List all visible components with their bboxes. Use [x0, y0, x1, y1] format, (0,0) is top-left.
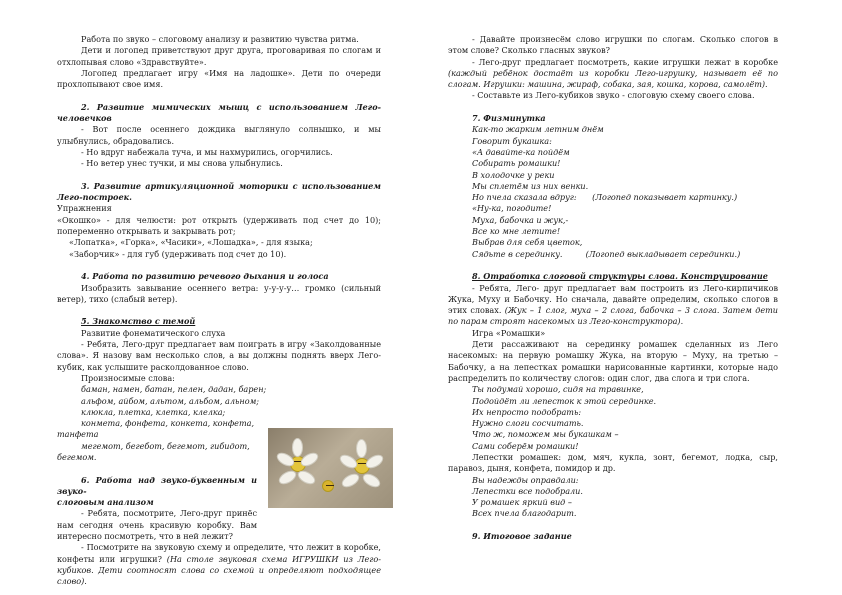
section-heading-4: 4. Работа по развитию речевого дыхания и голоса [81, 271, 329, 282]
petal-shape [356, 439, 367, 458]
poem-note: (Логопед показывает картинку.) [592, 192, 738, 203]
game-title: Игра «Ромашки» [472, 327, 546, 338]
poem-note: (Логопед выкладывает серединки.) [585, 248, 741, 259]
poem-line: Муха, бабочка и жук,- [472, 214, 569, 225]
paragraph: - Ребята, Лего-друг предлагает вам поиграть в игру «Заколдованные слова». Я назову вам несколько слов, а вы должны поднять вверх Лего-кубик, как услышите расколдованное слово. [57, 339, 381, 372]
paragraph-text: - Посмотрите на звуковую схему и определите, что лежит в коробке, конфеты или игрушки? [57, 542, 381, 564]
paragraph: Логопед предлагает игру «Имя на ладошке». Дети по очереди прохлопывают свое имя. [57, 67, 381, 90]
poem-line [448, 249, 778, 260]
petal-shape [361, 471, 383, 490]
section-heading-6: 6. Работа над звуко-буквенным и звуко- [57, 474, 257, 496]
exercise-item: «Окошко» - для челюсти: рот открыть (удерживать под счет до 10); попеременно открывать и закрывать рот; [57, 214, 381, 237]
poem-line: У ромашек яркий вид – [472, 497, 572, 508]
poem-line: Подойдёт ли лепесток к этой серединке. [472, 395, 657, 406]
paragraph [448, 57, 778, 91]
poem-line: Нужно слоги сосчитать. [472, 418, 584, 429]
section-intro-title: Работа по звуко – слоговому анализу и развитию чувства ритма. [81, 34, 359, 44]
poem-line: Мы сплетём из них венки. [472, 180, 589, 191]
poem-line: Лепестки все подобрали. [472, 485, 583, 496]
lego-brick-icon [322, 480, 334, 492]
paragraph-note: (каждый ребёнок достаёт из коробки Лего-игрушку, называет её по слогам. Игрушки: машина, жираф, собака, зая, кошка, корова, самолёт). [448, 67, 778, 90]
poem-text: Сядьте в серединку. [472, 248, 563, 259]
poem-line: Что ж, поможем мы букашкам – [472, 429, 619, 440]
exercise-item: «Лопатка», «Горка», «Часики», «Лошадка», - для языка; [69, 237, 313, 248]
poem-line: Все ко мне летите! [472, 226, 561, 237]
poem-line: Сами соберём ромашки! [472, 440, 579, 451]
paragraph [57, 542, 381, 587]
paragraph: - Но вдруг набежала туча, и мы нахмурились, огорчились. [81, 146, 333, 157]
paragraph [448, 283, 778, 328]
word-list-line: бегемом. [57, 451, 97, 462]
paragraph: Дети и логопед приветствуют друг друга, проговаривая по слогам и отхлопывая слово «Здравствуйте». [57, 45, 381, 67]
paragraph: - Давайте произнесём слово игрушки по слогам. Сколько слогов в этом слове? Сколько гласных звуков? [448, 34, 778, 56]
section-heading-6-cont: слоговым анализом [57, 497, 154, 508]
paragraph: Развитие фонематического слуха [81, 327, 226, 338]
poem-line: Как-то жарким летним днём [472, 124, 604, 135]
paragraph-note: (Жук – 1 слог, муха – 2 слога, бабочка – 3 слога. Затем дети по парам строят насекомых из Лего-конструктора). [448, 305, 778, 327]
paragraph-text: - Лего-друг предлагает посмотреть, какие игрушки лежат в коробке [472, 56, 778, 67]
paragraph: - Но ветер унес тучки, и мы снова улыбнулись. [81, 158, 283, 169]
paragraph-note: (На столе звуковая схема ИГРУШКИ из Лего-кубиков. Дети соотносят слова со схемой и определяют подходящее слово). [57, 553, 381, 587]
paragraph: - Вот после осеннего дождика выглянуло солнышко, и мы улыбнулись, обрадовались. [57, 124, 381, 146]
section-heading-7: 7. Физминутка [472, 113, 546, 124]
poem-line: Ты подумай хорошо, сидя на травинке, [472, 384, 644, 395]
paragraph: Произносимые слова: [81, 372, 175, 383]
word-list-line: баман, намен, батан, пелен, дадан, барен; [81, 384, 267, 395]
right-column [448, 34, 778, 542]
paragraph: Дети рассаживают на серединку ромашек сделанных из Лего насекомых: на первую ромашку Жука, на вторую – Муху, на третью – Бабочку, а на лепестках ромашки нарисованные картинки, которые надо распределить по количеству слогов: один слог, два слога и три слога. [448, 339, 778, 383]
paragraph: - Ребята, посмотрите, Лего-друг принёс нам сегодня очень красивую коробку. Вам интересно посмотреть, что в ней лежит? [57, 508, 257, 542]
poem-line: Говорит букашка: [472, 135, 552, 146]
exercise-item: «Заборчик» - для губ (удерживать под счет до 10). [69, 248, 287, 259]
poem-line: «А давайте-ка пойдём [472, 146, 570, 157]
section-heading-3: 3. Развитие артикуляционной моторики с использованием Лего-построек. [57, 180, 381, 203]
section-heading-8: 8. Отработка слоговой структуры слова. Конструирование [472, 271, 768, 282]
word-list-line: альфом, айбом, альтом, альбом, альном; [81, 395, 260, 406]
word-list-line: танфета [57, 429, 99, 440]
poem-text: Но пчела сказала вдруг: [472, 192, 577, 203]
poem-line: Всех пчела благодарит. [472, 508, 577, 519]
poem-line [448, 192, 778, 203]
petal-shape [340, 471, 362, 490]
petal-shape [292, 438, 303, 457]
daisy-photo [268, 428, 393, 508]
word-list-line: мегемот, бегебот, бегемот, гибидот, [81, 440, 250, 451]
poem-line: Собирать ромашки! [472, 158, 561, 169]
section-heading-2: 2. Развитие мимических мышц с использованием Лего-человечков [57, 101, 381, 124]
section-heading-9: 9. Итоговое задание [472, 531, 572, 542]
word-list-line: клюкла, плетка, клетка, клелка; [81, 406, 226, 417]
poem-line: Вы надежды оправдали: [472, 474, 579, 485]
poem-line: «Ну-ка, погодите! [472, 203, 552, 214]
paragraph: Изобразить завывание осеннего ветра: у-у-у-у… громко (сильный ветер), тихо (слабый ветер). [57, 282, 381, 304]
paragraph: - Составьте из Лего-кубиков звуко - слоговую схему своего слова. [472, 90, 755, 101]
paragraph: Лепестки ромашек: дом, мяч, кукла, зонт, бегемот, лодка, сыр, паравоз, дыня, конфета, помидор и др. [448, 451, 778, 474]
word-list-line: конмета, фонфета, конкета, конфета, [81, 418, 255, 429]
poem-line: Их непросто подобрать: [472, 406, 582, 417]
paragraph-text: - Ребята, Лего- друг предлагает вам построить из Лего-кирпичиков Жука, Муху и Бабочку. Но сначала, давайте определим, сколько слогов в этих словах. [448, 282, 778, 316]
poem-line: В холодочке у реки [472, 169, 555, 180]
section-heading-5: 5. Знакомство с темой [81, 316, 196, 327]
petal-shape [296, 468, 318, 487]
exercises-title: Упражнения [57, 203, 112, 214]
poem-line: Выбрав для себя цветок, [472, 237, 583, 248]
